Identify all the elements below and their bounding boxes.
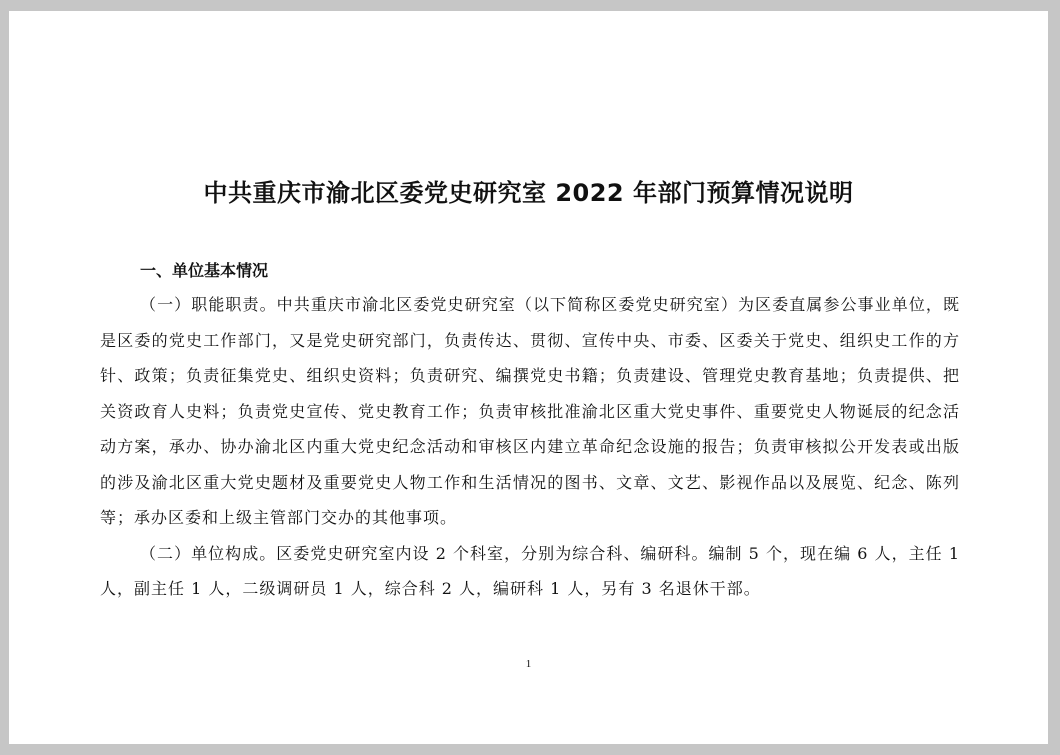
page-number: 1 [525, 658, 532, 670]
paragraph-composition: （二）单位构成。区委党史研究室内设 2 个科室，分别为综合科、编研科。编制 5 个，现在编 6 人，主任 1 人，副主任 1 人，二级调研员 1 人，综合科 2 人，编研科 1 人，另有 3 名退休干部。 [100, 543, 960, 598]
paragraph-duties: （一）职能职责。中共重庆市渝北区委党史研究室（以下简称区委党史研究室）为区委直属参公事业单位，既是区委的党史工作部门，又是党史研究部门，负责传达、贯彻、宣传中央、市委、区委关于党史、组织史工作的方针、政策；负责征集党史、组织史资料；负责研究、编撰党史书籍；负责建设、管理党史教育基地；负责提供、把关资政育人史料；负责党史宣传、党史教育工作；负责审核批准渝北区重大党史事件、重要党史人物诞辰的纪念活动方案，承办、协办渝北区内重大党史纪念活动和审核区内建立革命纪念设施的报告；负责审核拟公开发表或出版的涉及渝北区重大党史题材及重要党史人物工作和生活情况的图书、文章、文艺、影视作品以及展览、纪念、陈列等；承办区委和上级主管部门交办的其他事项。 [100, 295, 960, 527]
document-page [9, 11, 1048, 744]
document-body [100, 255, 960, 607]
section-heading: 一、单位基本情况 [140, 261, 269, 280]
document-title: 中共重庆市渝北区委党史研究室 2022 年部门预算情况说明 [203, 179, 854, 207]
